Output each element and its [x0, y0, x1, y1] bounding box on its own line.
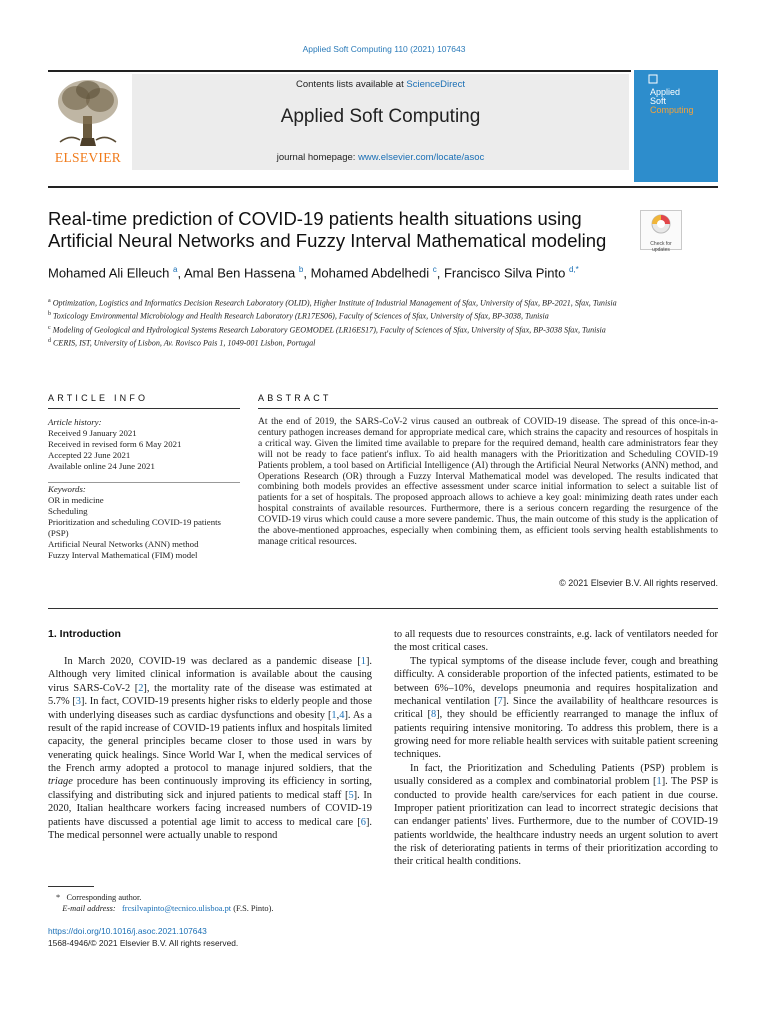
publisher-wordmark: ELSEVIER: [54, 150, 122, 165]
keywords: [48, 484, 223, 561]
author-list: Mohamed Ali Elleuch $^a$, Amal Ben Hassena $^b$, Mohamed Abdelhedi $^c$, Francisco Silva Pinto $^{d,*}$: [48, 265, 579, 281]
abstract-text: At the end of 2019, the SARS-CoV-2 virus caused an outbreak of COVID-19 disease. The spread of this once-in-a-century pathogen increases demand for appropriate medical care, which strains the capacity and resources of hospitals in a critical way. Given the limited time available to prepare for the required demand, health care administrators fear they will not be ready to face patient's influx. To aid health managers with the Prioritization and Scheduling COVID-19 Patients problem, a tool based on Artificial Intelligence (AI) through the Artificial Neural Networks (ANN) method, and Operations Research (OR) through a Fuzzy Interval Mathematical model was developed. The results indicated that combining both models provides an effective assessment under scarce initial information to select a suitable list of patients for a set of hospitals. The proposed approach allows to achieve a key goal: minimizing death rates under each hospital constraints of available resources. Furthermore, there is a serious concern regarding the resurgence of the COVID-19 virus which could cause a more severe pandemic. Thus, the main outcome of this study is the application of the above-mentioned approaches, especially when combining them, as efficient tools serving health establishments to manage critical resources.: [258, 417, 718, 547]
check-updates-icon: [641, 211, 681, 237]
citation-link[interactable]: 1: [331, 709, 337, 721]
contents-availability: [132, 79, 629, 90]
affil-mark: a: [48, 298, 51, 304]
citation-link[interactable]: 5: [348, 789, 354, 801]
affiliation: [48, 336, 648, 349]
cover-word-computing: Computing: [650, 105, 694, 115]
keyword: Scheduling: [48, 506, 88, 516]
footnote-mark: *: [56, 893, 61, 902]
cover-emblem-icon: [648, 74, 658, 84]
affil-text: Optimization, Logistics and Informatics Decision Research Laboratory (OLID), Higher Institute of Industrial Management of Sfax, University of Sfax, BP-2021, Sfax, Tunisia: [52, 298, 617, 308]
contents-prefix: Contents lists available at: [296, 79, 407, 90]
article-info-heading: ARTICLE INFO: [48, 393, 149, 403]
paragraph: to all requests due to resources constraints, e.g. lack of ventilators needed for the most critical cases.: [394, 629, 718, 654]
journal-homepage: [132, 152, 629, 163]
affiliations: [48, 296, 648, 349]
paper-title: Real-time prediction of COVID-19 patients health situations using Artificial Neural Networks and Fuzzy Interval Mathematical modeling: [48, 208, 607, 251]
article-history: [48, 417, 248, 472]
footnote-rule: [48, 886, 94, 887]
paragraph: In March 2020, COVID-19 was declared as a pandemic disease [1]. Although very limited clinical information is available about the causing virus SARS-CoV-2 [2], the mortality rate of the disease was estimated at 5.7% [3]. In fact, COVID-19 presents higher risks to elderly people and those with underlying diseases such as cardiac dysfunctions and obesity [1,4]. As a result of the rapid increase of COVID-19 patients influx and hospitals limited capacity, the general principles became closer to those used in wars by venerating quick healings. Since World War I, when the medical services of the French army adopted a protocol to manage injured soldiers, that the triage procedure has been continuously improving its efficiency in sorting, classifying and distributing sick and injured patients to medical staff [5]. In 2020, Italian healthcare workers facing increased numbers of COVID-19 patients have discussed a potential age limit to access to medical care [6]. The medical personnel were actually unable to respond: [48, 656, 373, 841]
journal-name: Applied Soft Computing: [280, 106, 481, 127]
keyword: OR in medicine: [48, 495, 104, 505]
check-for-updates-badge[interactable]: [640, 210, 682, 253]
citation-link[interactable]: 1: [360, 656, 366, 667]
history-item: Accepted 22 June 2021: [48, 450, 131, 460]
section-heading-introduction: 1. Introduction: [48, 628, 121, 640]
author-affil-mark[interactable]: a: [173, 265, 178, 274]
history-label: Article history:: [48, 417, 102, 427]
paragraph: The typical symptoms of the disease include fever, cough and breathing difficulty. A considerable proportion of the infected patients, estimated to be between 6%–10%, develops pneumonia and requires hospitalization and mechanical ventilation [7]. Since the availability of healthcare resources is critical [8], they should be efficiently rearranged to manage the influx of patients requiring intensive monitoring. To address this problem, there is a growing need for more reliable health services with suitable patient screening techniques.: [394, 655, 718, 761]
author-name[interactable]: Mohamed Ali Elleuch: [48, 265, 170, 281]
homepage-link[interactable]: www.elsevier.com/locate/asoc: [358, 152, 485, 163]
issn-copyright: 1568-4946/© 2021 Elsevier B.V. All rights reserved.: [48, 938, 239, 948]
author-name[interactable]: Mohamed Abdelhedi: [310, 265, 430, 281]
citation-link[interactable]: 1: [656, 776, 662, 788]
cover-word-applied: Applied: [650, 87, 681, 97]
keyword: Fuzzy Interval Mathematical (FIM) model: [48, 550, 198, 560]
citation-link[interactable]: 3: [75, 696, 81, 708]
article-info-separator: [48, 482, 240, 483]
abstract-bottom-rule: [48, 608, 718, 609]
corresponding-label: Corresponding author.: [66, 893, 142, 902]
header-top-rule: [48, 70, 631, 72]
journal-reference[interactable]: Applied Soft Computing 110 (2021) 107643: [302, 44, 466, 54]
citation-link[interactable]: 6: [360, 816, 366, 828]
citation-link[interactable]: 8: [431, 709, 437, 721]
affil-mark: c: [48, 324, 51, 331]
affiliation: [48, 323, 648, 336]
keyword: Prioritization and scheduling COVID-19 patients (PSP): [48, 517, 221, 538]
abstract-heading: ABSTRACT: [258, 393, 332, 403]
affiliation: [48, 296, 648, 309]
affil-text: Toxicology Environmental Microbiology and Health Research Laboratory (LR17ES06), Faculty of Sciences of Sfax, University of Sfax, BP-3038, Tunisia: [53, 311, 549, 321]
article-info-rule: [48, 408, 240, 409]
homepage-prefix: journal homepage:: [276, 152, 359, 163]
journal-cover-thumbnail[interactable]: [634, 70, 718, 182]
author-name[interactable]: Francisco Silva Pinto: [443, 265, 566, 281]
affil-mark: b: [48, 311, 51, 318]
abstract-copyright: © 2021 Elsevier B.V. All rights reserved.: [559, 578, 718, 588]
paragraph: In fact, the Prioritization and Scheduling Patients (PSP) problem is usually considered as a complex and combinatorial problem [1]. The PSP is conducted to provide health care/services for each patient in due course. Improper patient prioritization can lead to incorrect strategic decisions that can endanger patients' lives. Furthermore, due to the number of COVID-19 patients worldwide, the healthcare industry needs an urgent solution to avert the risk of deteriorating patients in terms of their prioritization according to their critical health conditions.: [394, 762, 718, 868]
cover-word-soft: Soft: [650, 96, 667, 106]
affil-text: CERIS, IST, University of Lisbon, Av. Rovisco Pais 1, 1049-001 Lisbon, Portugal: [53, 338, 316, 348]
history-item: Received in revised form 6 May 2021: [48, 439, 182, 449]
citation-link[interactable]: 7: [497, 695, 503, 707]
history-item: Available online 24 June 2021: [48, 461, 155, 471]
doi-link[interactable]: https://doi.org/10.1016/j.asoc.2021.107643: [48, 926, 207, 936]
author-affil-mark[interactable]: b: [298, 265, 304, 274]
emphasis-text: triage: [48, 776, 73, 788]
body-column-left: [48, 655, 372, 842]
email-link[interactable]: frcsilvapinto@tecnico.ulisboa.pt: [122, 904, 232, 913]
author-affil-mark[interactable]: d,*: [569, 265, 579, 274]
badge-line1: Check for: [650, 241, 672, 247]
sciencedirect-link[interactable]: ScienceDirect: [406, 79, 465, 90]
history-item: Received 9 January 2021: [48, 428, 137, 438]
abstract-rule: [258, 408, 718, 409]
citation-link[interactable]: 4: [339, 709, 345, 721]
email-owner: (F.S. Pinto).: [233, 904, 274, 913]
keywords-label: Keywords:: [48, 484, 86, 494]
header-bottom-rule: [48, 186, 718, 188]
affil-text: Modeling of Geological and Hydrological Systems Research Laboratory GEOMODEL (LR16ES17), Faculty of Sciences of Sfax, University of Sfax, BP-3038 Sfax, Tunisia: [52, 325, 606, 335]
author-affil-mark[interactable]: c: [432, 265, 437, 274]
badge-line2: updates: [652, 246, 670, 253]
affil-mark: d: [48, 337, 51, 344]
keyword: Artificial Neural Networks (ANN) method: [48, 539, 199, 549]
email-label: E-mail address:: [62, 904, 116, 913]
citation-link[interactable]: 2: [138, 682, 144, 694]
elsevier-tree-logo: [50, 76, 126, 152]
body-column-right: [394, 628, 718, 869]
affiliation: [48, 309, 648, 322]
corresponding-author-footnote: [56, 892, 376, 914]
author-name[interactable]: Amal Ben Hassena: [184, 265, 296, 281]
